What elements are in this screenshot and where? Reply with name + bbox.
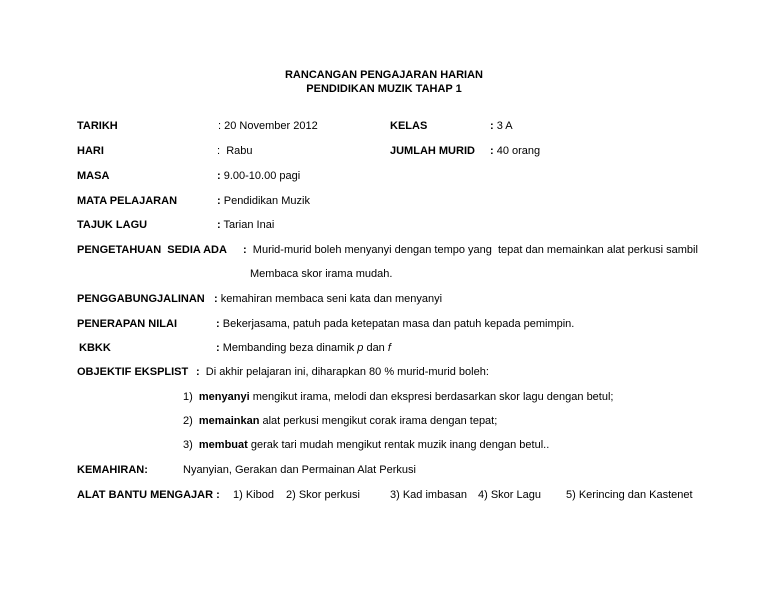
tarikh-label: TARIKH	[77, 120, 118, 132]
hari-label: HARI	[77, 145, 104, 157]
kemahiran-label: KEMAHIRAN:	[77, 464, 148, 476]
document-title: RANCANGAN PENGAJARAN HARIAN	[284, 69, 483, 81]
pengetahuan-label: PENGETAHUAN SEDIA ADA	[77, 244, 227, 256]
mata-pelajaran-label: MATA PELAJARAN	[77, 195, 178, 207]
jumlah-murid-value: : 40 orang	[490, 145, 541, 157]
penerapan-nilai-value: : Bekerjasama, patuh pada ketepatan masa dan patuh kepada pemimpin.	[216, 318, 575, 330]
tajuk-lagu-label: TAJUK LAGU	[77, 219, 148, 231]
jumlah-murid-label: JUMLAH MURID	[390, 145, 475, 157]
penggabungjalinan-value: : kemahiran membaca seni kata dan menyanyi	[214, 293, 443, 305]
document-subtitle: PENDIDIKAN MUZIK TAHAP 1	[306, 83, 462, 95]
alat-bantu-item: 4) Skor Lagu	[478, 489, 541, 501]
masa-label: MASA	[77, 170, 110, 182]
kemahiran-value: Nyanyian, Gerakan dan Permainan Alat Perkusi	[183, 464, 416, 476]
alat-bantu-item: 1) Kibod	[233, 489, 274, 501]
kelas-value: : 3 A	[490, 120, 513, 132]
objective-item: 2) memainkan alat perkusi mengikut corak irama dengan tepat;	[183, 415, 498, 427]
alat-bantu-item: 2) Skor perkusi	[286, 489, 360, 501]
kelas-label: KELAS	[390, 120, 428, 132]
pengetahuan-value-cont: Membaca skor irama mudah.	[250, 268, 393, 280]
alat-bantu-label: ALAT BANTU MENGAJAR :	[77, 489, 220, 501]
mata-pelajaran-value: : Pendidikan Muzik	[217, 195, 310, 207]
masa-value: : 9.00-10.00 pagi	[217, 170, 301, 182]
alat-bantu-item: 3) Kad imbasan	[390, 489, 468, 501]
pengetahuan-value: : Murid-murid boleh menyanyi dengan tempo yang tepat dan memainkan alat perkusi sambil	[243, 244, 698, 256]
objektif-label: OBJEKTIF EKSPLIST	[77, 366, 189, 378]
tajuk-lagu-value: : Tarian Inai	[217, 219, 275, 231]
penerapan-nilai-label: PENERAPAN NILAI	[77, 318, 178, 330]
kbkk-label: KBKK	[79, 342, 111, 354]
tarikh-value: : 20 November 2012	[218, 120, 318, 132]
alat-bantu-item: 5) Kerincing dan Kastenet	[566, 489, 693, 501]
hari-value: : Rabu	[217, 145, 253, 157]
penggabungjalinan-label: PENGGABUNGJALINAN	[77, 293, 205, 305]
objective-item: 3) membuat gerak tari mudah mengikut rentak muzik inang dengan betul..	[183, 439, 550, 451]
objective-item: 1) menyanyi mengikut irama, melodi dan ekspresi berdasarkan skor lagu dengan betul;	[183, 391, 614, 403]
kbkk-value: : Membanding beza dinamik p dan f	[216, 342, 391, 354]
objektif-value: : Di akhir pelajaran ini, diharapkan 80 % murid-murid boleh:	[196, 366, 489, 378]
